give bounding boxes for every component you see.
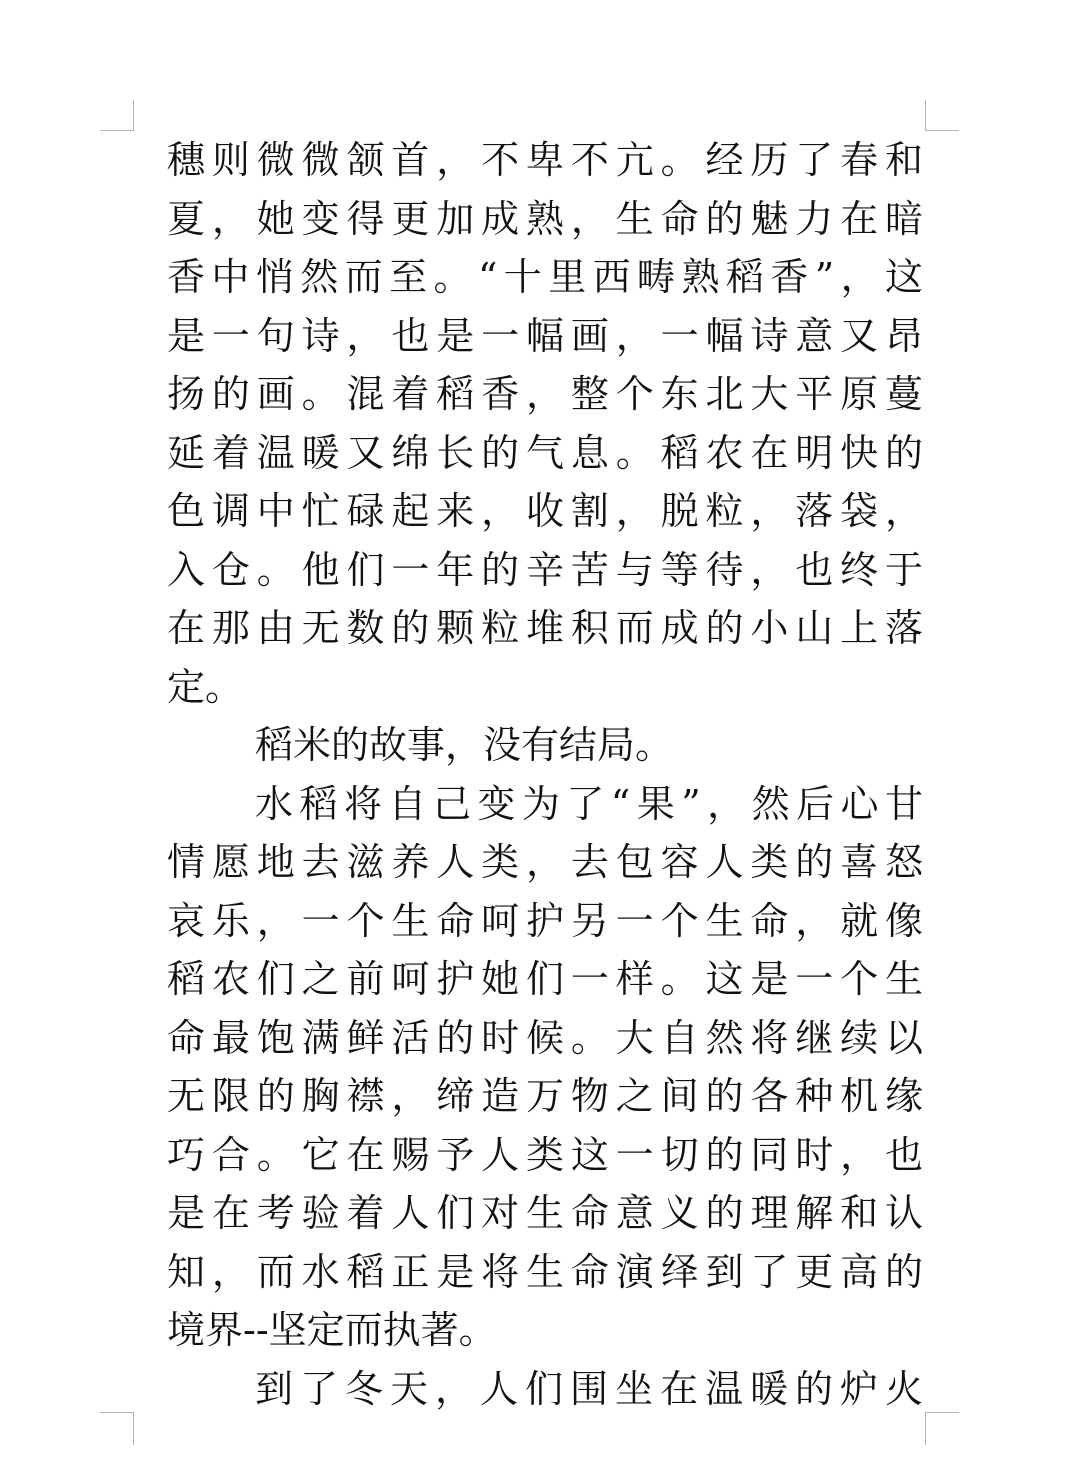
text-line: 哀乐，一个生命呵护另一个生命，就像 — [167, 898, 923, 943]
document-body-text — [167, 131, 923, 1418]
text-line: 夏，她变得更加成熟，生命的魅力在暗 — [167, 196, 923, 241]
text-line: 稻农们之前呵护她们一样。这是一个生 — [167, 957, 923, 1001]
corner-mark-bottom-left — [133, 1412, 134, 1445]
corner-mark-bottom-right — [925, 1412, 959, 1413]
text-line: 稻米的故事，没有结局。 — [255, 723, 674, 767]
corner-mark-top-left — [100, 130, 134, 131]
corner-mark-top-left — [133, 100, 134, 131]
text-line: 是在考验着人们对生命意义的理解和认 — [167, 1191, 923, 1235]
text-line: 入仓。他们一年的辛苦与等待，也终于 — [167, 547, 923, 592]
corner-mark-top-right — [925, 100, 926, 131]
text-line: 色调中忙碌起来，收割，脱粒，落袋， — [167, 489, 923, 533]
corner-mark-bottom-left — [100, 1412, 134, 1413]
corner-mark-bottom-right — [925, 1412, 926, 1445]
text-line: 情愿地去滋养人类，去包容人类的喜怒 — [167, 840, 923, 884]
text-line: 香中悄然而至。“十里西畴熟稻香”，这 — [167, 255, 923, 299]
text-line: 到了冬天，人们围坐在温暖的炉火 — [255, 1366, 923, 1411]
text-line: 巧合。它在赐予人类这一切的同时，也 — [167, 1132, 923, 1177]
text-line: 境界--坚定而执著。 — [167, 1308, 497, 1352]
text-line: 扬的画。混着稻香，整个东北大平原蔓 — [167, 372, 923, 416]
text-line: 命最饱满鲜活的时候。大自然将继续以 — [167, 1015, 923, 1060]
text-line: 在那由无数的颗粒堆积而成的小山上落 — [167, 606, 923, 650]
text-line: 穗则微微颔首，不卑不亢。经历了春和 — [167, 138, 923, 182]
text-line: 定。 — [167, 664, 244, 709]
corner-mark-top-right — [925, 130, 959, 131]
text-line: 知，而水稻正是将生命演绎到了更高的 — [167, 1249, 923, 1294]
text-line: 延着温暖又绵长的气息。稻农在明快的 — [167, 430, 923, 475]
text-line: 是一句诗，也是一幅画，一幅诗意又昂 — [167, 313, 923, 358]
text-line: 水稻将自己变为了“果”，然后心甘 — [255, 781, 923, 826]
text-line: 无限的胸襟，缔造万物之间的各种机缘 — [167, 1074, 923, 1118]
